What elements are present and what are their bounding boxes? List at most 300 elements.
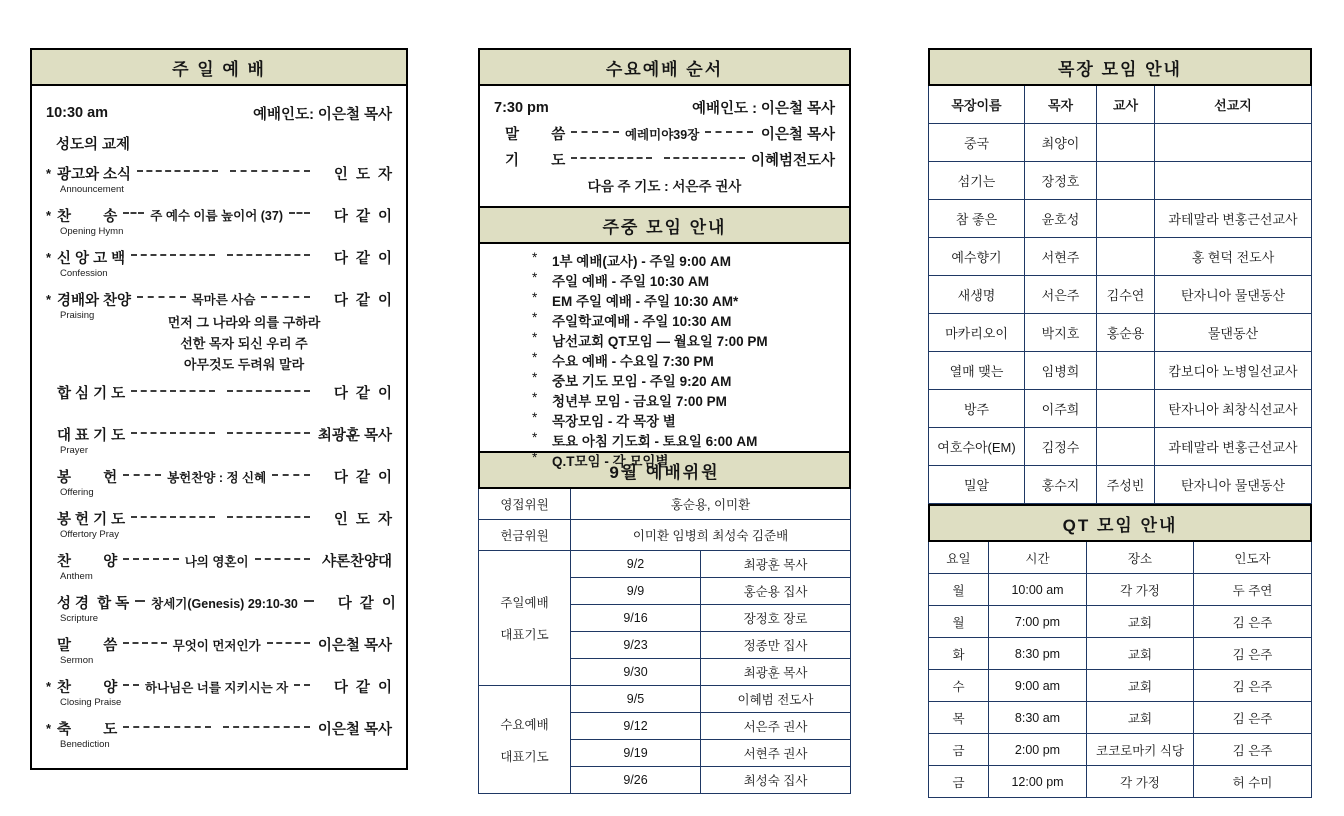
weekly-meeting-text: 주일 예배 - 주일 10:30 AM [552,274,710,289]
bullet-asterisk: * [532,250,538,265]
order-label: 기 도 [505,153,566,169]
weekly-meeting-item [532,430,839,450]
fellowship-label: 성도의 교제 [56,136,131,153]
qt-place: 교회 [1086,606,1193,637]
qt-time: 8:30 am [988,702,1086,733]
order-label-english: Closing Praise [60,697,122,709]
prayer-date: 9/16 [571,605,701,631]
committee-role: 헌금위원 [479,520,571,550]
prayer-person: 장정호 장로 [743,612,808,626]
midweek-panel [478,48,851,794]
qt-time: 8:30 pm [988,638,1086,669]
dash-leader [705,131,753,133]
qt-place: 교회 [1086,638,1193,669]
next-week-prayer: 다음 주 기도 : 서은주 권사 [587,179,742,194]
prayer-person: 서은주 권사 [743,720,808,734]
dash-leader [272,474,310,476]
group-teacher [1096,390,1154,427]
order-performer: 다 같 이 [333,250,392,267]
qt-day: 목 [952,711,965,726]
weekly-meeting-item [532,370,839,390]
order-detail: 무엇이 먼저인가 [172,638,261,653]
weekly-meetings-list [478,244,851,469]
order-label-english: Prayer [60,445,88,457]
dash-leader [131,516,214,518]
order-label: 찬 양 [57,554,118,571]
mokjang-table [928,86,1312,504]
prayer-schedule-row [571,604,850,631]
song-line: 먼저 그 나라와 의를 구하라 [167,314,321,330]
order-label: 말 씀 [57,638,118,655]
committee-row [479,489,850,519]
mokjang-header-row [929,86,1311,123]
group-mission: 과테말라 변홍근선교사 [1154,200,1311,237]
group-pastor: 임병희 [1024,352,1096,389]
group-teacher [1096,238,1154,275]
order-detail: 하나님은 너를 지키시는 자 [145,680,289,695]
prayer-person: 최광훈 목사 [743,666,808,680]
dash-leader [123,642,166,644]
order-label: 봉 헌 [57,470,118,487]
prayer-schedule-row [571,551,850,577]
group-pastor: 최양이 [1024,124,1096,161]
group-name: 방주 [963,402,990,417]
mokjang-row [929,123,1311,161]
group-label-line2: 대표기도 [500,628,549,642]
group-pastor: 윤호성 [1024,200,1096,237]
order-performer: 다 같 이 [333,208,393,225]
prayer-date: 9/30 [571,659,701,685]
song-line: 아무것도 두려워 말라 [183,357,305,373]
bullet-asterisk: * [532,350,538,365]
order-performer: 최광훈 목사 [317,428,392,445]
qt-day: 월 [952,583,965,598]
prayer-person: 이혜범 전도사 [737,693,814,707]
dash-leader [664,157,745,159]
group-pastor: 박지호 [1024,314,1096,351]
dash-leader [223,726,310,728]
group-name: 새생명 [957,288,996,303]
order-label: 찬 송 [57,208,118,225]
order-label: 대 표 기 도 [57,428,126,445]
dash-leader [571,131,619,133]
qt-leader: 두 주연 [1193,574,1311,605]
dash-leader [230,170,310,172]
weekly-meetings-title: 주중 모임 안내 [602,217,727,237]
wednesday-prayer-group [479,685,850,793]
qt-time: 7:00 pm [988,606,1086,637]
worship-order-item [46,205,392,238]
dash-leader [137,296,186,298]
mokjang-title: 목장 모임 안내 [1058,59,1182,79]
mokjang-row [929,313,1311,351]
song-line: 선한 목자 되신 우리 주 [180,335,308,351]
qt-row [929,605,1311,637]
qt-row [929,733,1311,765]
qt-row [929,765,1311,797]
order-detail: 봉헌찬양 : 정 신혜 [167,470,267,485]
bullet-asterisk: * [532,370,538,385]
qt-leader: 김 은주 [1193,606,1311,637]
prayer-date: 9/26 [571,767,701,793]
weekly-meeting-text: 주일학교예배 - 주일 10:30 AM [552,314,732,329]
dash-leader [123,726,210,728]
group-mission: 탄자니아 물댄동산 [1154,466,1311,503]
weekly-meeting-item [532,290,839,310]
bullet-asterisk: * [532,410,538,425]
column-header: 장소 [1086,542,1193,573]
prayer-person: 최광훈 목사 [743,558,808,572]
group-mission [1154,124,1311,161]
group-pastor: 홍수지 [1024,466,1096,503]
bullet-asterisk: * [532,450,538,465]
group-name: 중국 [963,136,990,151]
weekly-meeting-item [532,310,839,330]
order-label: 말 씀 [505,127,566,143]
prayer-date: 9/19 [571,740,701,766]
wednesday-worship-body [478,86,851,206]
order-performer: 인 도 자 [333,512,392,529]
wednesday-time: 7:30 pm [494,99,549,116]
dash-leader [571,157,652,159]
qt-time: 12:00 pm [988,766,1086,797]
dash-leader [131,432,214,434]
order-label-english: Sermon [60,655,94,667]
prayer-schedule-row [571,686,850,712]
bullet-asterisk: * [532,430,538,445]
group-label-line1: 주일예배 [500,596,549,610]
group-mission: 과테말라 변홍근선교사 [1154,428,1311,465]
group-name: 밀알 [963,478,990,493]
qt-leader: 허 수미 [1193,766,1311,797]
qt-leader: 김 은주 [1193,638,1311,669]
mokjang-row [929,465,1311,503]
order-label: 축 도 [57,722,118,739]
dash-leader [261,296,310,298]
qt-time: 9:00 am [988,670,1086,701]
weekly-meeting-text: 수요 예배 - 수요일 7:30 PM [552,354,714,369]
qt-table [928,542,1312,798]
group-name: 여호수아(EM) [937,440,1016,455]
qt-row [929,573,1311,605]
qt-place: 각 가정 [1086,766,1193,797]
group-mission [1154,162,1311,199]
worship-order-item [46,466,392,499]
dash-leader [123,684,139,686]
order-label-english [46,403,156,415]
qt-day: 수 [952,679,965,694]
qt-day: 월 [952,615,965,630]
dash-leader [304,600,314,602]
qt-place: 교회 [1086,702,1193,733]
order-label-english: Offering [60,487,94,499]
qt-row [929,669,1311,701]
committee-members: 홍순용, 이미환 [670,498,751,512]
qt-rows [929,573,1311,797]
mokjang-row [929,237,1311,275]
qt-day: 금 [952,775,965,790]
weekly-meeting-text: 청년부 모임 - 금요일 7:00 PM [552,394,727,409]
column-header: 목장이름 [951,98,1002,113]
dash-leader [289,212,310,214]
qt-day: 금 [952,743,965,758]
group-mission: 캄보디아 노병일선교사 [1154,352,1311,389]
bullet-asterisk: * [532,270,538,285]
group-label-line1: 수요예배 [500,717,549,732]
order-label-english: Benediction [60,739,110,751]
bullet-asterisk: * [532,310,538,325]
sunday-worship-body [30,86,408,770]
group-name: 마카리오이 [945,326,1008,341]
prayer-person: 정종만 집사 [743,639,808,653]
order-detail: 목마른 사슴 [191,293,256,308]
group-teacher [1096,124,1154,161]
mokjang-row [929,427,1311,465]
order-label-english: Offertory Pray [60,529,119,541]
qt-place: 교회 [1086,670,1193,701]
order-performer: 다 같 이 [337,596,396,613]
bullet-asterisk: * [532,390,538,405]
prayer-schedule-row [571,631,850,658]
worship-order-item [46,424,392,457]
mokjang-row [929,351,1311,389]
group-pastor: 김정수 [1024,428,1096,465]
group-name: 예수향기 [951,250,1002,265]
order-detail: 나의 영혼이 [184,554,249,569]
weekly-meeting-text: 토요 아침 기도회 - 토요일 6:00 AM [552,434,758,449]
dash-leader [227,390,310,392]
group-label-line2: 대표기도 [500,749,549,764]
order-label: 합 심 기 도 [57,386,126,403]
order-performer: 이은철 목사 [317,722,392,739]
prayer-person: 홍순용 집사 [743,585,808,599]
mokjang-header [928,48,1312,86]
mokjang-row [929,199,1311,237]
order-label-english: Anthem [60,571,93,583]
column-header: 교사 [1096,86,1154,123]
wednesday-time-row [494,97,835,118]
prayer-schedule-row [571,766,850,793]
order-label: 경배와 찬양 [57,292,132,309]
sunday-presider: 예배인도: 이은철 목사 [253,106,392,123]
weekly-meeting-item [532,250,839,270]
order-label-english: Opening Hymn [60,225,124,237]
worship-order-item [46,634,392,667]
prayer-schedule-row [571,712,850,739]
group-teacher: 주성빈 [1096,466,1154,503]
order-label-english: Confession [60,267,108,279]
weekly-meeting-text: Q.T모임 - 각 모임별 [552,454,669,469]
mokjang-row [929,161,1311,199]
september-committee-table [478,489,851,794]
order-label: 신 앙 고 백 [57,250,126,267]
group-pastor: 서현주 [1024,238,1096,275]
order-label: 봉 헌 기 도 [57,512,126,529]
order-performer: 다 같 이 [333,680,392,697]
group-mission: 물댄동산 [1154,314,1311,351]
mokjang-row [929,389,1311,427]
wednesday-order-item [494,123,835,144]
dash-leader [227,516,310,518]
dash-leader [227,254,310,256]
group-pastor: 서은주 [1024,276,1096,313]
order-label: 광고와 소식 [57,166,132,183]
column-header: 요일 [946,551,971,566]
wednesday-order-item [494,149,835,170]
prayer-date: 9/12 [571,713,701,739]
qt-leader: 김 은주 [1193,702,1311,733]
worship-order-item [46,718,392,751]
worship-order-item [46,382,392,415]
group-teacher: 김수연 [1096,276,1154,313]
wednesday-presider: 예배인도 : 이은철 목사 [692,101,835,117]
qt-time: 10:00 am [988,574,1086,605]
weekly-meeting-text: 중보 기도 모임 - 주일 9:20 AM [552,374,732,389]
qt-row [929,637,1311,669]
group-mission: 홍 현덕 전도사 [1154,238,1311,275]
committee-row [479,519,850,550]
groups-panel [928,48,1312,798]
group-name: 섬기는 [957,174,996,189]
bullet-asterisk: * [532,330,538,345]
qt-header [928,504,1312,542]
worship-order-item [46,550,392,583]
standing-marker: * [46,249,52,265]
qt-day: 화 [952,647,965,662]
group-teacher [1096,162,1154,199]
prayer-date: 9/5 [571,686,701,712]
order-performer: 다 같 이 [333,386,392,403]
weekly-meeting-item [532,390,839,410]
column-header: 인도자 [1193,542,1311,573]
order-performer: 이은철 목사 [760,127,835,143]
order-label: 찬 양 [57,680,118,697]
qt-place: 코코로마키 식당 [1086,734,1193,765]
prayer-schedule-row [571,658,850,685]
standing-marker: * [46,207,52,223]
qt-row [929,701,1311,733]
order-detail: 주 예수 이름 높이어 (37) [150,209,283,224]
sunday-worship-panel [30,48,408,770]
order-performer: 이은철 목사 [317,638,392,655]
worship-order-item [46,289,392,374]
standing-marker: * [46,291,52,307]
weekly-meetings-header [478,206,851,244]
order-performer: 이혜범전도사 [750,153,836,169]
group-teacher [1096,428,1154,465]
sunday-worship-title: 주 일 예 배 [172,59,266,79]
qt-title: QT 모임 안내 [1062,515,1178,535]
dash-leader [255,558,310,560]
group-teacher [1096,200,1154,237]
order-performer: 샤론찬양대 [321,554,393,571]
worship-order-item [46,163,392,196]
column-header: 시간 [988,542,1086,573]
weekly-meeting-item [532,350,839,370]
order-label: 성 경 합 독 [57,596,130,613]
order-performer: 다 같 이 [333,292,392,309]
order-detail: 예레미야39장 [624,127,700,142]
wednesday-worship-title: 수요예배 순서 [605,59,724,79]
prayer-date: 9/9 [571,578,701,604]
qt-header-row [929,542,1311,573]
dash-leader [267,642,310,644]
committee-role: 영접위원 [479,489,571,519]
wednesday-worship-header [478,48,851,86]
dash-leader [294,684,310,686]
dash-leader [123,558,178,560]
standing-marker: * [46,679,52,695]
order-label-english: Scripture [60,613,99,625]
group-pastor: 이주희 [1024,390,1096,427]
committee-members: 이미환 임병희 최성숙 김준배 [632,529,789,543]
weekly-meeting-item [532,270,839,290]
prayer-schedule-row [571,577,850,604]
prayer-person: 서현주 권사 [743,747,808,761]
september-committee-title: 9월 예배위원 [609,462,720,482]
standing-marker: * [46,165,52,181]
worship-order-item [46,592,396,625]
group-mission: 탄자니아 최창식선교사 [1154,390,1311,427]
order-label-english: Announcement [60,183,124,195]
prayer-date: 9/2 [571,551,701,577]
prayer-schedule-row [571,739,850,766]
group-pastor: 장정호 [1024,162,1096,199]
dash-leader [135,600,145,602]
column-header: 목자 [1024,86,1096,123]
group-name: 참 좋은 [955,212,998,227]
column-header: 선교지 [1154,86,1311,123]
group-mission: 탄자니아 물댄동산 [1154,276,1311,313]
dash-leader [123,474,161,476]
mokjang-rows [929,123,1311,503]
dash-leader [131,390,214,392]
sunday-time-row [46,103,392,124]
sunday-prayer-group [479,550,850,685]
dash-leader [123,212,144,214]
sunday-time: 10:30 am [46,105,109,122]
weekly-meeting-item [532,330,839,350]
prayer-date: 9/23 [571,632,701,658]
prayer-person: 최성숙 집사 [743,774,808,788]
qt-place: 각 가정 [1086,574,1193,605]
weekly-meeting-text: 남선교회 QT모임 — 월요일 7:00 PM [552,334,768,349]
order-detail: 창세기(Genesis) 29:10-30 [151,596,298,611]
qt-leader: 김 은주 [1193,670,1311,701]
group-teacher: 홍순용 [1096,314,1154,351]
qt-time: 2:00 pm [988,734,1086,765]
group-name: 열매 맺는 [949,364,1004,379]
dash-leader [131,254,214,256]
weekly-meeting-text: 1부 예배(교사) - 주일 9:00 AM [552,254,732,269]
worship-order-item [46,676,392,709]
worship-order-item [46,247,392,280]
weekly-meeting-text: 목장모임 - 각 목장 별 [552,414,676,429]
dash-leader [227,432,310,434]
sunday-worship-header [30,48,408,86]
mokjang-row [929,275,1311,313]
weekly-meeting-item [532,410,839,430]
worship-order-item [46,508,392,541]
bullet-asterisk: * [532,290,538,305]
group-teacher [1096,352,1154,389]
order-performer: 인 도 자 [333,166,393,183]
qt-leader: 김 은주 [1193,734,1311,765]
weekly-meeting-text: EM 주일 예배 - 주일 10:30 AM* [552,294,739,309]
order-performer: 다 같 이 [333,470,393,487]
standing-marker: * [46,721,52,737]
dash-leader [137,170,217,172]
